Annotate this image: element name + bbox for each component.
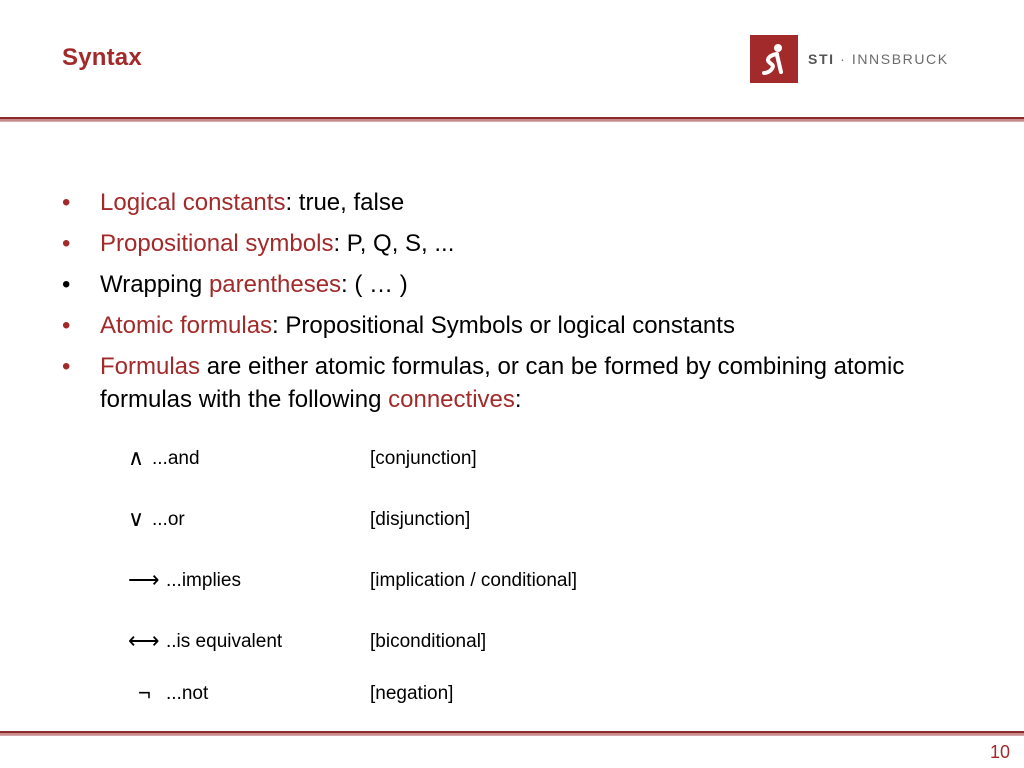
- text-wrapping: Wrapping: [100, 271, 209, 298]
- or-symbol-icon: ∨: [128, 506, 145, 531]
- text-logical-constants: : true, false: [285, 189, 405, 216]
- term-connectives: connectives: [388, 386, 515, 413]
- bullet-icon: •: [62, 230, 71, 257]
- connective-name: ...or: [152, 509, 185, 530]
- logo-brand: STI: [808, 51, 835, 67]
- connective-name: ..is equivalent: [166, 631, 283, 652]
- term-logical-constants: Logical constants: [100, 189, 286, 216]
- header-divider: [0, 117, 1024, 122]
- connective-description: [conjunction]: [370, 448, 477, 469]
- bullet-list: [62, 186, 982, 424]
- equivalence-arrow-icon: ⟷: [128, 628, 160, 653]
- connective-name: ...implies: [166, 570, 241, 591]
- bullet-icon: •: [62, 189, 71, 216]
- and-symbol-icon: ∧: [128, 445, 145, 470]
- list-item-logical-constants: [62, 186, 982, 219]
- text-formulas-end: :: [514, 386, 522, 413]
- logo-wordmark: [808, 51, 949, 67]
- bullet-icon: •: [62, 271, 71, 298]
- list-item-parentheses: [62, 268, 982, 301]
- term-parentheses: parentheses: [208, 271, 342, 298]
- list-item-atomic-formulas: [62, 309, 982, 342]
- connective-name: ...not: [166, 683, 209, 704]
- slide-title: Syntax: [62, 44, 142, 71]
- page-number: 10: [989, 742, 1010, 762]
- list-item-formulas: [62, 350, 982, 416]
- connective-description: [implication / conditional]: [370, 570, 577, 591]
- text-atomic-formulas: : Propositional Symbols or logical constants: [272, 312, 735, 339]
- term-formulas: Formulas: [100, 353, 201, 380]
- list-item-propositional-symbols: [62, 227, 982, 260]
- bullet-icon: •: [62, 353, 71, 380]
- text-parentheses: : ( … ): [341, 271, 408, 298]
- sti-logo-mark: [750, 35, 798, 83]
- connective-description: [disjunction]: [370, 509, 471, 530]
- logo-name: INNSBRUCK: [851, 51, 949, 67]
- sti-logo: [750, 35, 949, 83]
- text-formulas: are either atomic formulas, or can be formed by combining atomic formulas with the following: [100, 353, 905, 413]
- text-propositional-symbols: : P, Q, S, ...: [333, 230, 455, 257]
- footer-divider: [0, 731, 1024, 736]
- connective-name: ...and: [152, 448, 200, 469]
- sti-figure-icon: [750, 35, 798, 83]
- implies-arrow-icon: ⟶: [128, 567, 160, 592]
- logo-separator: ·: [834, 51, 852, 67]
- bullet-icon: •: [62, 312, 71, 339]
- term-atomic-formulas: Atomic formulas: [100, 312, 273, 339]
- term-propositional-symbols: Propositional symbols: [100, 230, 334, 257]
- connective-description: [biconditional]: [370, 631, 487, 652]
- not-symbol-icon: ¬: [138, 680, 151, 705]
- connective-description: [negation]: [370, 683, 454, 704]
